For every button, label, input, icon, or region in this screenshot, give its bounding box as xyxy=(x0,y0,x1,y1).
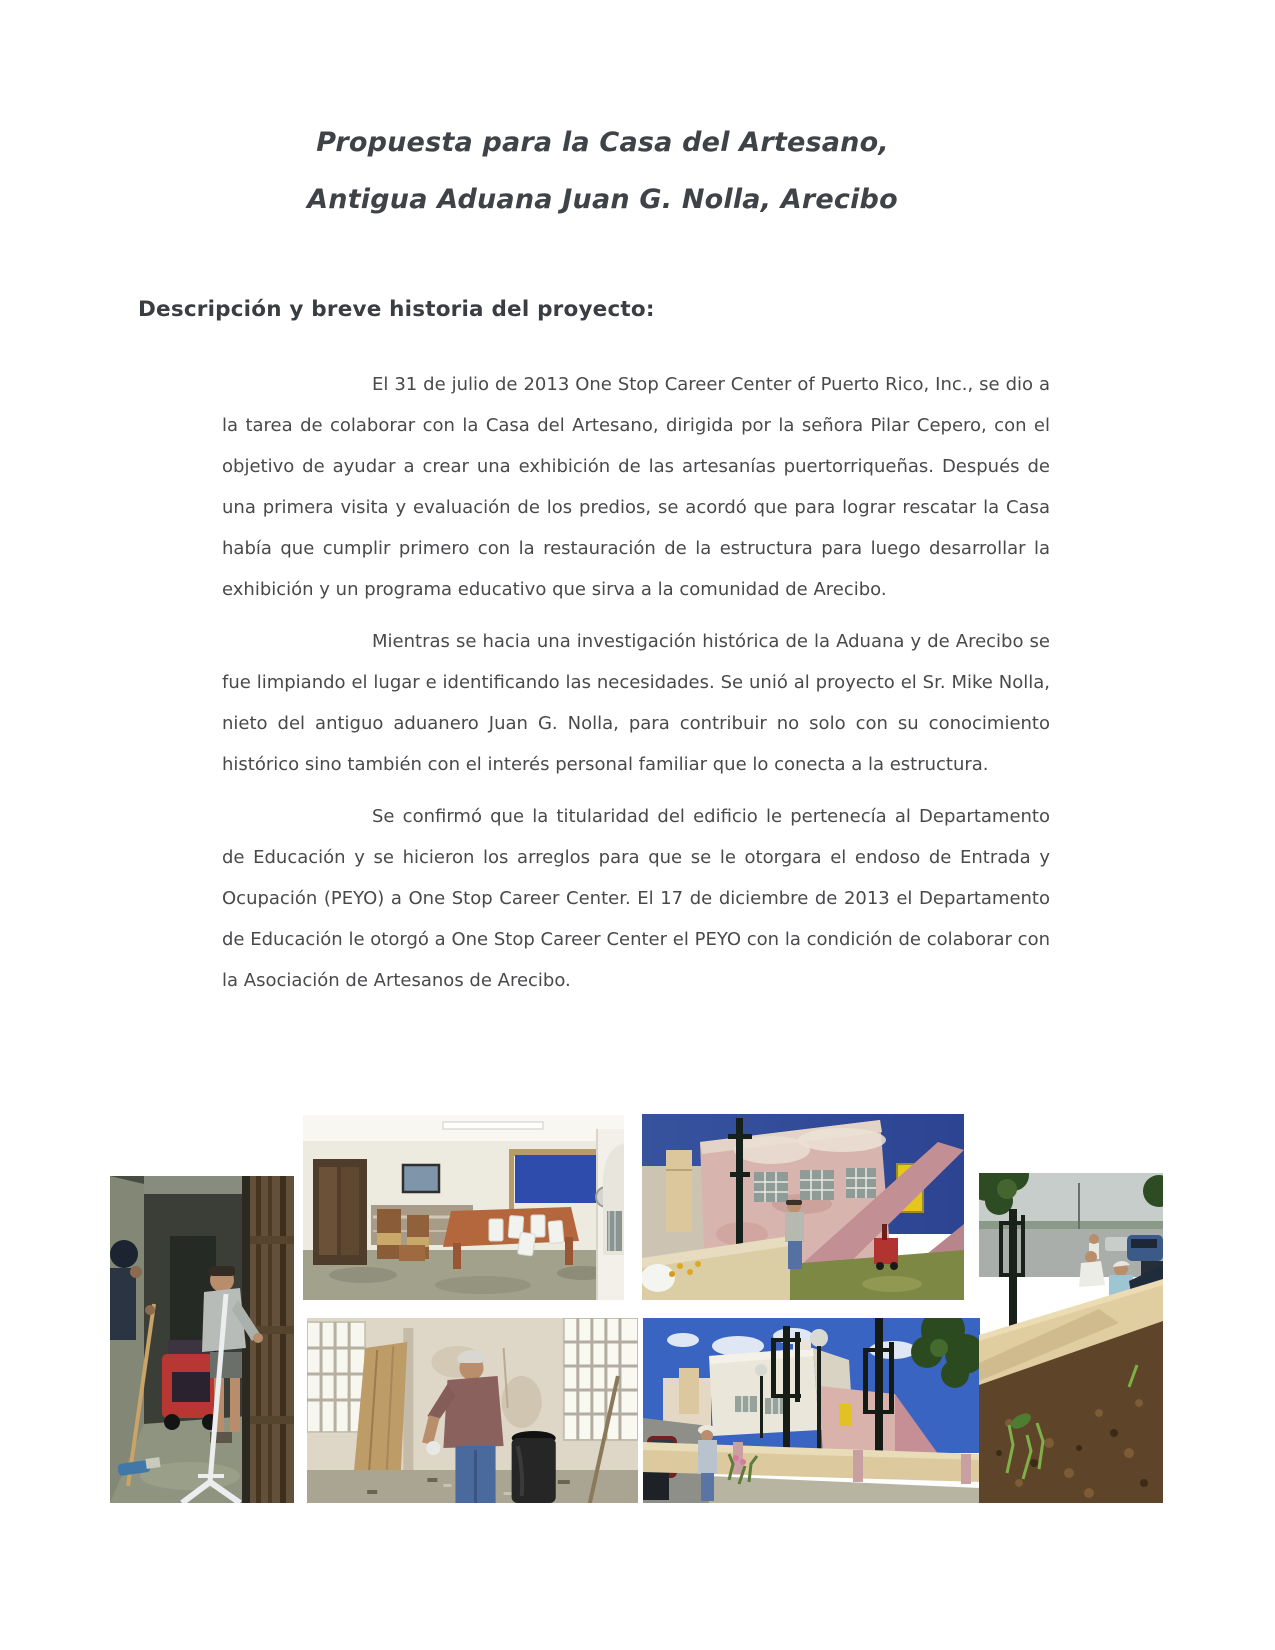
photo-cleaning-hallway xyxy=(110,1176,294,1503)
document-title xyxy=(138,114,1067,228)
document-body xyxy=(222,364,1050,1012)
document-title-line-2: Antigua Aduana Juan G. Nolla, Arecibo xyxy=(307,184,898,215)
paragraph-1: El 31 de julio de 2013 One Stop Career Center of Puerto Rico, Inc., se dio a la tarea de colaborar con la Casa del Artesano, dirigida por la señora Pilar Cepero, con el objetivo de ayudar a crear una exhibición de las artesanías puertorriqueñas. Después de una primera visita y evaluación de los predios, se acordó que para lograr rescatar la Casa había que cumplir primero con la restauración de la estructura para luego desarrollar la exhibición y un programa educativo que sirva a la comunidad de Arecibo. xyxy=(222,374,1050,600)
paragraph-3: Se confirmó que la titularidad del edificio le pertenecía al Departamento de Educación y se hicieron los arreglos para que se le otorgara el endoso de Entrada y Ocupación (PEYO) a One Stop Career Center. El 17 de diciembre de 2013 el Departamento de Educación le otorgó a One Stop Career Center el PEYO con la condición de colaborar con la Asociación de Artesanos de Arecibo. xyxy=(222,806,1050,991)
paragraph-2: Mientras se hacia una investigación histórica de la Aduana y de Arecibo se fue limpiando el lugar e identificando las necesidades. Se unió al proyecto el Sr. Mike Nolla, nieto del antiguo aduanero Juan G. Nolla, para contribuir no solo con su conocimiento histórico sino también con el interés personal familiar que lo conecta a la estructura. xyxy=(222,631,1050,775)
photo-building-exterior-lampposts xyxy=(643,1318,980,1503)
section-heading: Descripción y breve historia del proyecto: xyxy=(138,297,655,322)
photo-volunteers-planting xyxy=(979,1173,1163,1503)
photo-man-clearing-debris xyxy=(307,1318,638,1503)
photo-pink-building-worker xyxy=(642,1114,964,1300)
photo-meeting-room xyxy=(303,1115,624,1300)
document-title-line-1: Propuesta para la Casa del Artesano, xyxy=(316,127,889,158)
